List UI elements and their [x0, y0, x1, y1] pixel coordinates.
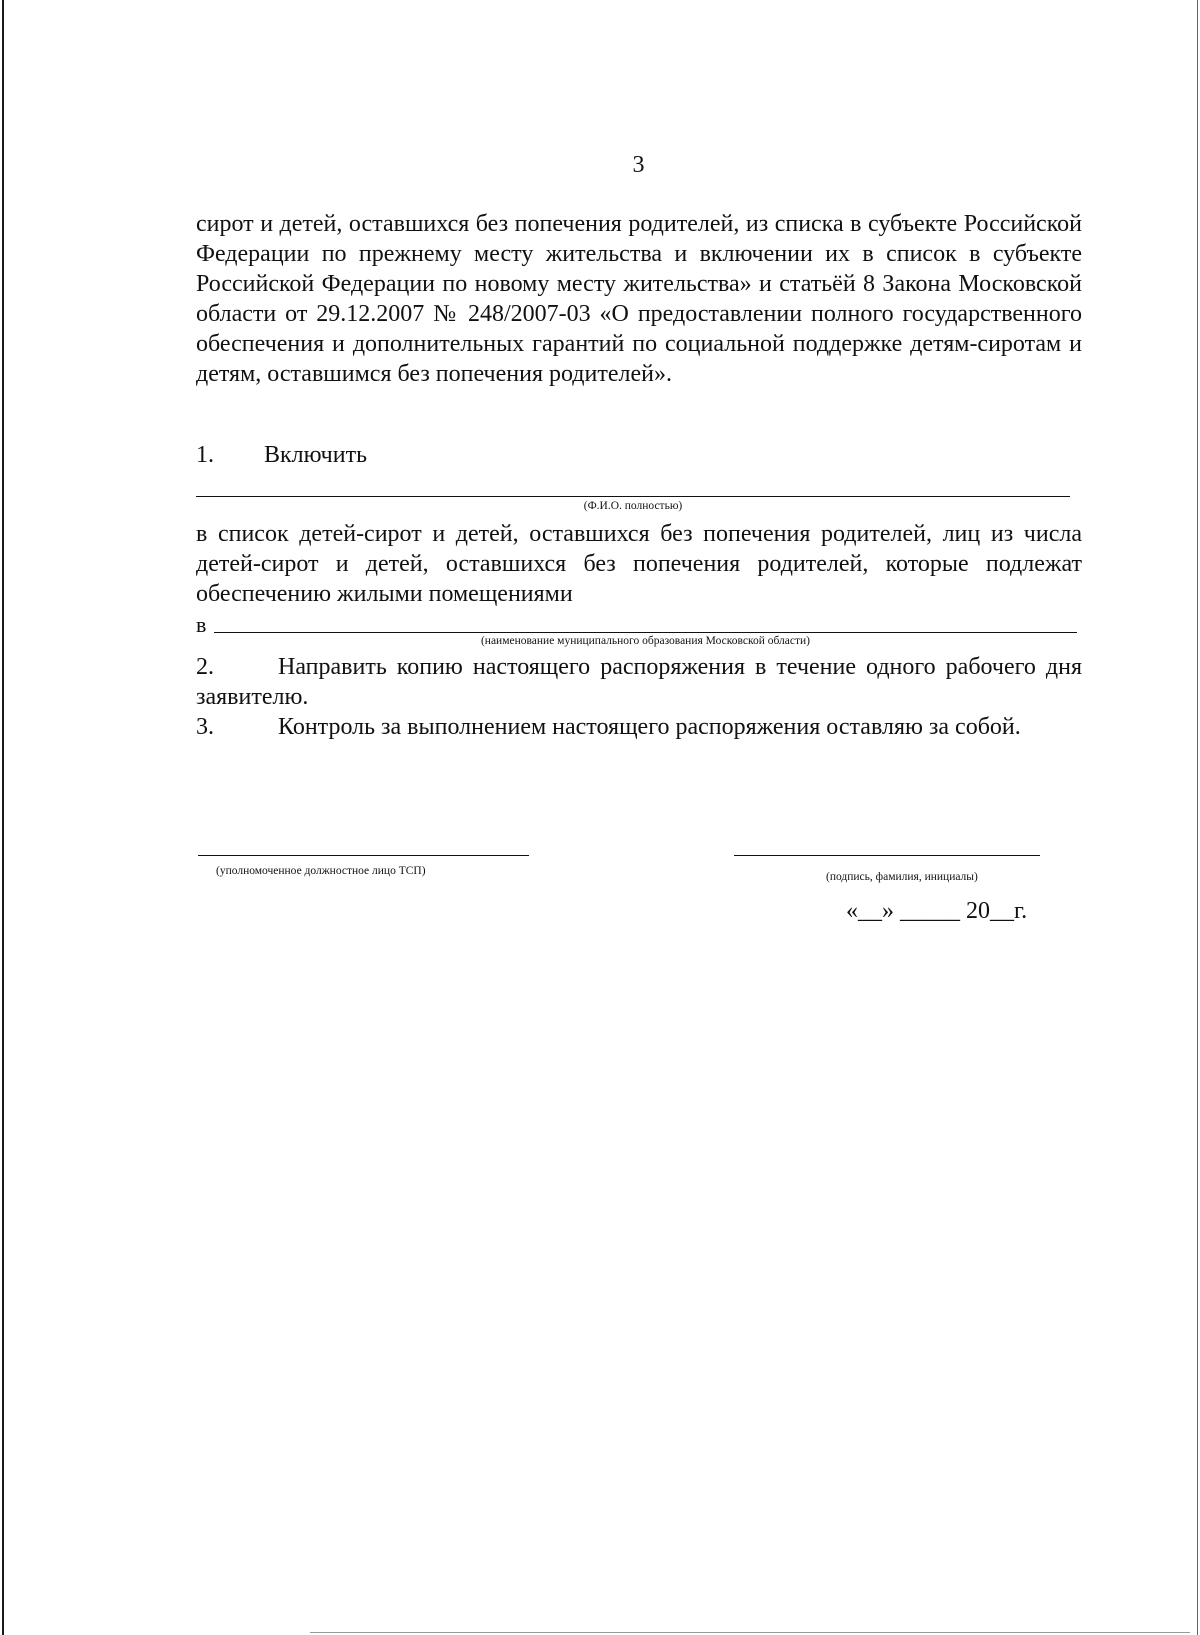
item-2-number: 2.: [196, 654, 214, 680]
item-2-text: Направить копию настоящего распоряжения в течение одного рабочего дня заявителю.: [196, 654, 1082, 710]
item-1-text: Включить: [264, 442, 368, 468]
item-3-number: 3.: [196, 714, 214, 740]
scan-border-right: [1197, 0, 1198, 1635]
item-1: [196, 442, 367, 469]
item-2: [196, 652, 1082, 712]
official-caption: (уполномоченное должностное лицо ТСП): [216, 865, 426, 877]
page-number: 3: [632, 152, 645, 178]
item-3-text: Контроль за выполнением настоящего распоряжения оставляю за собой.: [278, 714, 1021, 740]
fio-fill-line: [196, 496, 1070, 497]
scan-border-bottom: [310, 1632, 1190, 1633]
official-signature-line: [198, 855, 529, 856]
list-paragraph: в список детей-сирот и детей, оставшихся без попечения родителей, лиц из числа детей-сирот и детей, оставшихся без попечения родителей, которые подлежат обеспечению жилыми помещениями: [196, 521, 1082, 607]
municipality-caption: (наименование муниципального образования Московской области): [480, 635, 811, 647]
signature-caption: (подпись, фамилия, инициалы): [826, 871, 978, 883]
fio-caption: (Ф.И.О. полностью): [583, 500, 683, 512]
municipality-fill-line: [214, 632, 1077, 633]
item-1-number: 1.: [196, 442, 214, 468]
item-3: [196, 712, 1082, 742]
date-line: «__» _____ 20__г.: [846, 898, 1028, 924]
scan-border-left: [2, 0, 4, 1635]
signature-line: [734, 855, 1040, 856]
intro-paragraph: сирот и детей, оставшихся без попечения родителей, из списка в субъекте Российской Федерации по прежнему месту жительства и включении их в список в субъекте Российской Федерации по новому месту жительства» и статьёй 8 Закона Московской области от 29.12.2007 № 248/2007-03 «О предоставлении полного государственного обеспечения и дополнительных гарантий по социальной поддержке детям-сиротам и детям, оставшимся без попечения родителей».: [196, 211, 1082, 387]
v-prefix: в: [196, 612, 207, 637]
